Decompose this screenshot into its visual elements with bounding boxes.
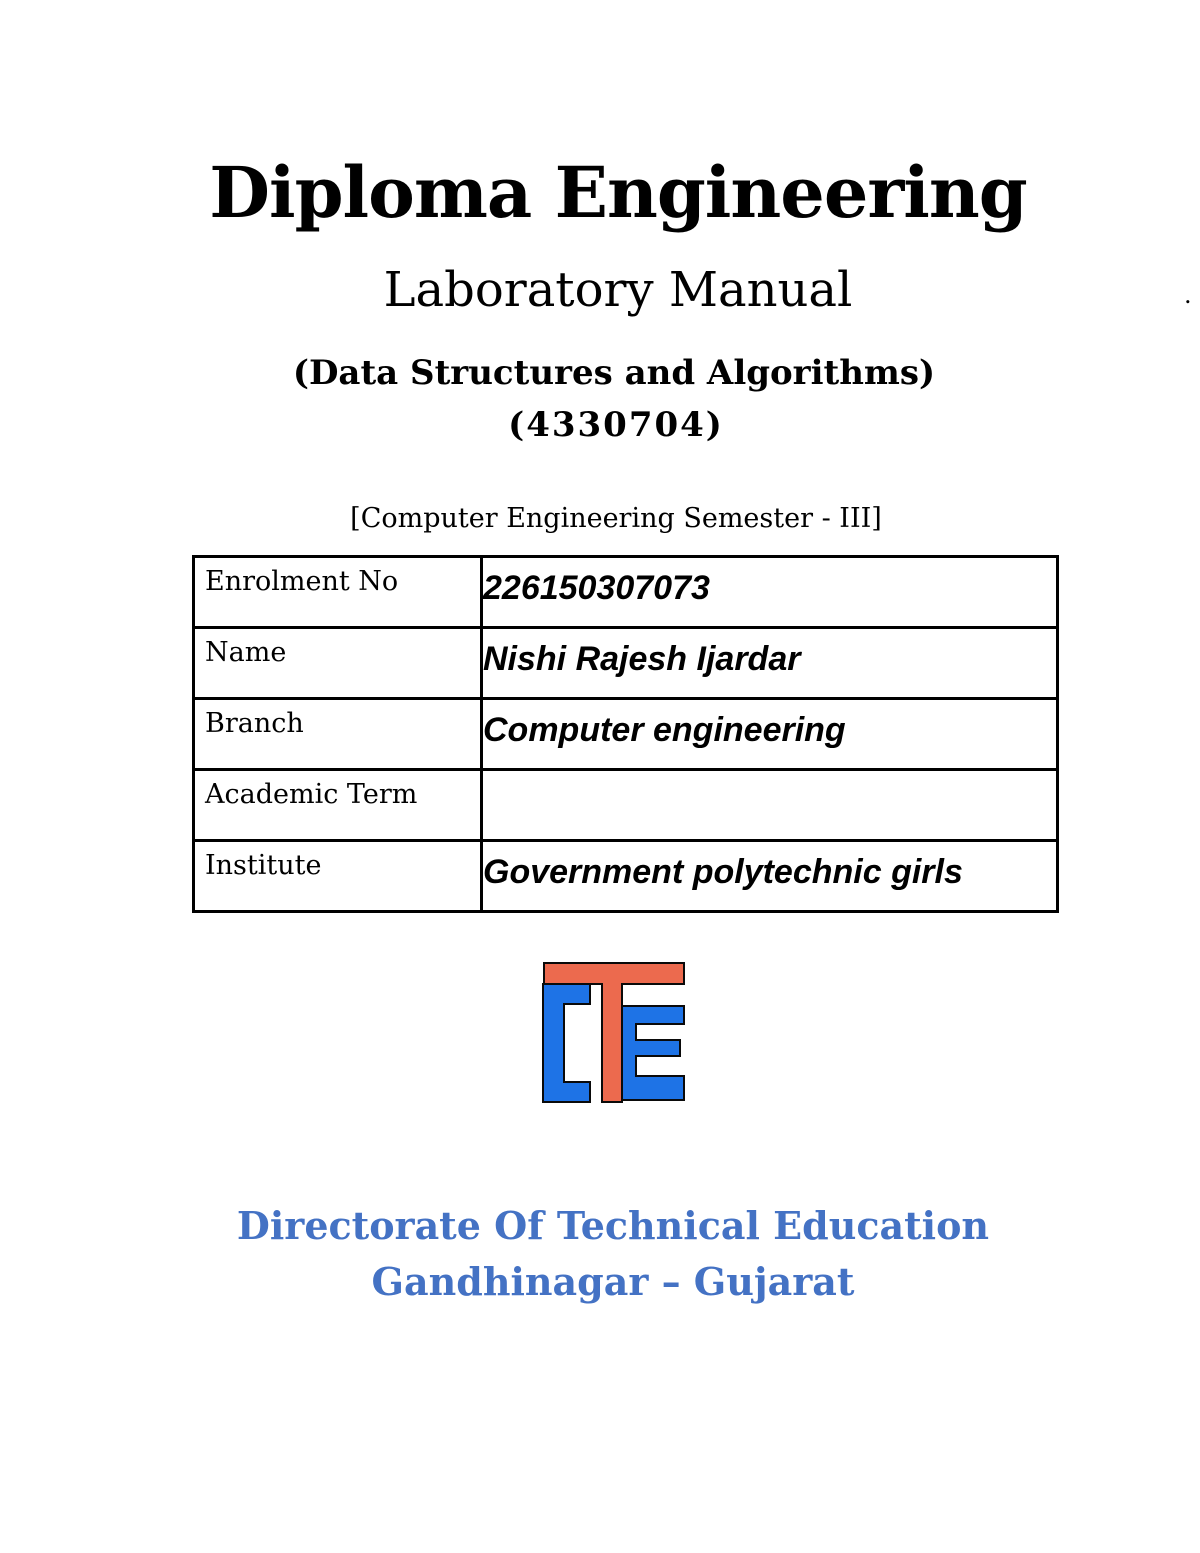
cte-logo-icon — [540, 960, 688, 1105]
logo-letter-c — [543, 984, 590, 1102]
branch-value: Computer engineering — [482, 699, 1058, 770]
academic-term-label: Academic Term — [194, 770, 482, 841]
logo-letter-e — [616, 1006, 684, 1100]
table-row — [194, 699, 1058, 770]
document-title: Diploma Engineering — [209, 151, 1027, 234]
academic-term-value — [482, 770, 1058, 841]
course-name: (Data Structures and Algorithms) — [292, 353, 936, 393]
organization-name: Directorate Of Technical Education — [236, 1203, 990, 1248]
semester-label: [Computer Engineering Semester - III] — [350, 503, 882, 534]
student-info-table — [192, 555, 1059, 913]
table-row — [194, 841, 1058, 912]
name-label: Name — [194, 628, 482, 699]
table-row — [194, 770, 1058, 841]
document-subtitle: Laboratory Manual — [383, 262, 853, 318]
institute-value: Government polytechnic girls — [482, 841, 1058, 912]
table-row — [194, 557, 1058, 628]
stray-mark: . — [1184, 281, 1192, 309]
name-value: Nishi Rajesh Ijardar — [482, 628, 1058, 699]
organization-location: Gandhinagar – Gujarat — [371, 1259, 855, 1304]
table-row — [194, 628, 1058, 699]
enrolment-value: 226150307073 — [482, 557, 1058, 628]
institute-label: Institute — [194, 841, 482, 912]
branch-label: Branch — [194, 699, 482, 770]
enrolment-label: Enrolment No — [194, 557, 482, 628]
course-code: (4330704) — [508, 405, 724, 445]
